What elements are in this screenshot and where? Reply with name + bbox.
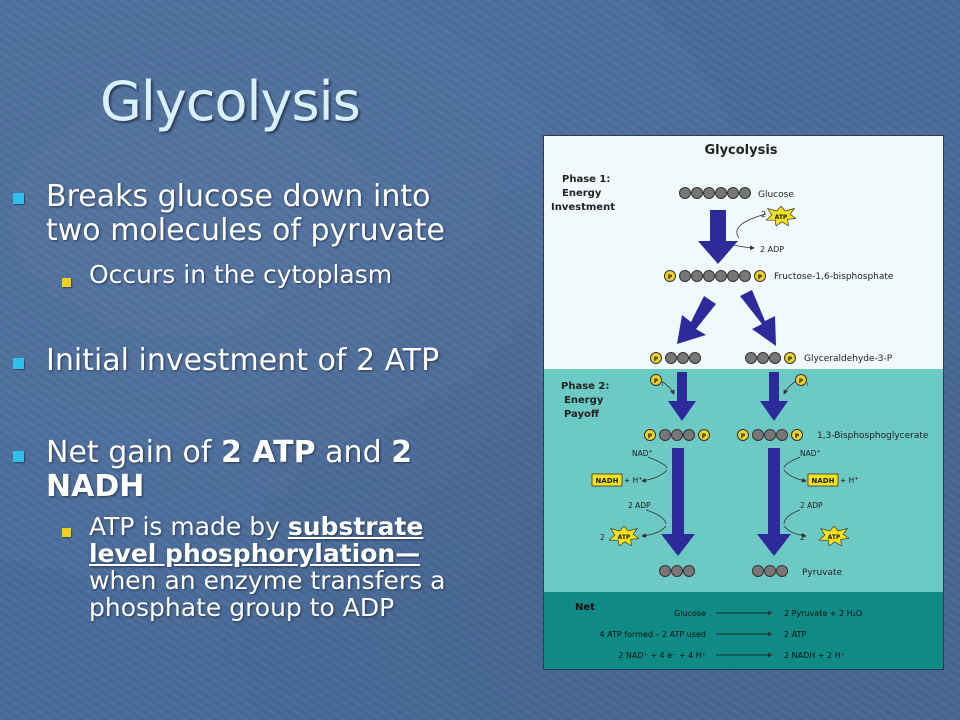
bullet-marker bbox=[13, 193, 24, 204]
bpg-label: 1,3-Bisphosphoglycerate bbox=[817, 431, 929, 441]
atp-star-label: ATP bbox=[617, 534, 631, 541]
bullet-initial-investment: Initial investment of 2 ATP bbox=[46, 343, 440, 378]
plus-h-label: + H+ bbox=[624, 476, 643, 485]
fructose-label: Fructose-1,6-bisphosphate bbox=[774, 272, 894, 282]
pyruvate-left-chain bbox=[660, 566, 695, 577]
phase2-label: Phase 2: Energy Payoff bbox=[561, 381, 610, 420]
phosphate-label: P bbox=[667, 274, 673, 281]
bullet-substrate-level: ATP is made by substrate level phosphorylation— when an enzyme transfers a phosphate group to ADP bbox=[89, 512, 446, 622]
nad-label: NAD+ bbox=[632, 449, 653, 458]
net-row-right: 2 ATP bbox=[784, 630, 807, 639]
bullet-cytoplasm: Occurs in the cytoplasm bbox=[89, 260, 393, 289]
phosphate-label: P bbox=[701, 433, 707, 440]
glycolysis-figure bbox=[544, 136, 943, 669]
phosphate-label: P bbox=[653, 378, 659, 385]
nad-label: NAD+ bbox=[800, 449, 821, 458]
net-row-right: 2 Pyruvate + 2 H₂O bbox=[784, 609, 863, 618]
atp-count: 2 bbox=[800, 533, 805, 542]
bullet-marker bbox=[13, 358, 24, 369]
net-row-left: 4 ATP formed – 2 ATP used bbox=[599, 630, 706, 639]
adp-label: 2 ADP bbox=[800, 501, 823, 510]
phosphate-label: P bbox=[798, 378, 804, 385]
glucose-label: Glucose bbox=[758, 190, 794, 200]
diagram-title: Glycolysis bbox=[704, 143, 778, 158]
pi-subscript: i bbox=[662, 382, 664, 388]
phase1-background bbox=[544, 136, 943, 369]
bullet-net-gain: Net gain of 2 ATP and 2 NADH bbox=[46, 435, 413, 504]
sub-bullet-marker bbox=[62, 278, 71, 287]
atp-count: 2 bbox=[600, 533, 605, 542]
pyruvate-label: Pyruvate bbox=[802, 568, 843, 578]
adp-label: 2 ADP bbox=[760, 245, 785, 254]
net-row-left: 2 NAD⁺ + 4 e⁻ + 4 H⁺ bbox=[618, 651, 706, 660]
plus-h-label: + H+ bbox=[840, 476, 859, 485]
adp-label: 2 ADP bbox=[628, 501, 651, 510]
glycolysis-diagram bbox=[543, 135, 944, 670]
sub-bullet-marker bbox=[62, 528, 71, 537]
net-row-left: Glucose bbox=[674, 609, 706, 618]
phosphate-label: P bbox=[653, 356, 659, 363]
pyruvate-right-chain bbox=[753, 566, 788, 577]
phosphate-label: P bbox=[787, 356, 793, 363]
net-row-right: 2 NADH + 2 H⁺ bbox=[784, 651, 845, 660]
nadh-label: NADH bbox=[811, 477, 835, 485]
phase1-label: Phase 1: Energy Investment bbox=[551, 174, 615, 213]
nadh-label: NADH bbox=[595, 477, 619, 485]
phosphate-label: P bbox=[757, 274, 763, 281]
bullet-breaks-glucose: Breaks glucose down into two molecules of pyruvate bbox=[46, 179, 445, 248]
atp-star-label: ATP bbox=[774, 214, 788, 221]
bullet-marker bbox=[13, 451, 24, 462]
atp-star-label: ATP bbox=[827, 534, 841, 541]
bpg-left-chain bbox=[645, 430, 710, 441]
g3p-label: Glyceraldehyde-3-P bbox=[804, 354, 893, 364]
slide-title: Glycolysis bbox=[100, 70, 360, 133]
bpg-right-chain bbox=[738, 430, 803, 441]
pi-subscript: i bbox=[807, 382, 809, 388]
phosphate-label: P bbox=[647, 433, 653, 440]
atp-count: 2 bbox=[761, 210, 767, 219]
phosphate-label: P bbox=[794, 433, 800, 440]
net-heading: Net bbox=[575, 602, 595, 613]
phosphate-label: P bbox=[740, 433, 746, 440]
